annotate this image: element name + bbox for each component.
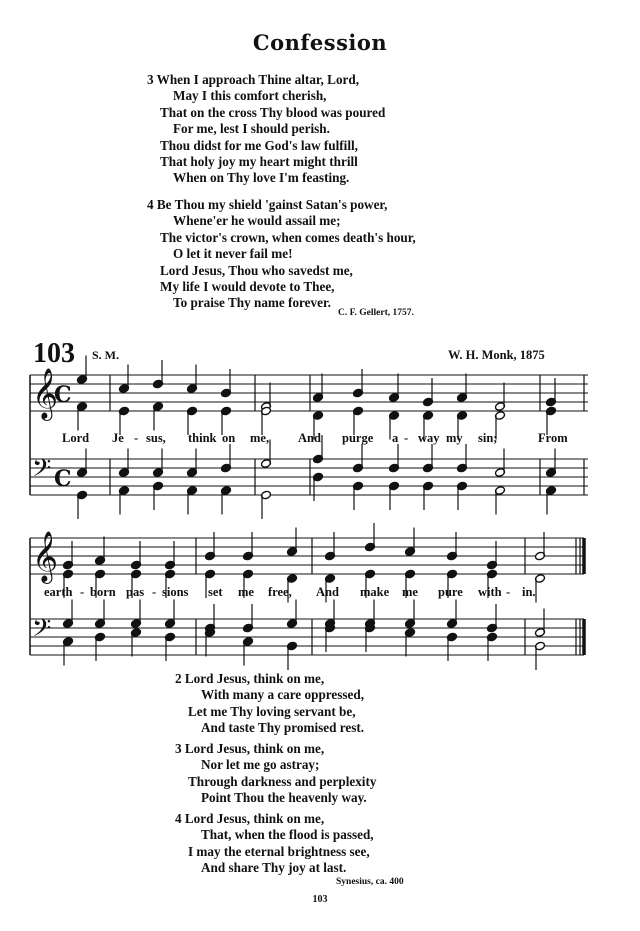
treble-clef: 𝄞 xyxy=(32,531,59,582)
meter: S. M. xyxy=(92,348,119,362)
time-signature: C xyxy=(54,466,72,492)
lyric-syllable: born xyxy=(90,585,116,599)
verse-line: And share Thy joy at last. xyxy=(201,860,347,876)
verse-line: Whene'er he would assail me; xyxy=(173,213,341,229)
treble-clef: 𝄞 xyxy=(32,368,59,419)
lyric-syllable: me xyxy=(238,585,254,599)
lyric-syllable: sin; xyxy=(478,431,498,445)
verse-line: Point Thou the heavenly way. xyxy=(201,790,367,806)
lyric-syllable: make xyxy=(360,585,390,599)
lyric-syllable: From xyxy=(538,431,568,445)
author-credit-bottom: Synesius, ca. 400 xyxy=(336,877,404,887)
lyric-syllable: - xyxy=(134,431,139,445)
verse-line: May I this comfort cherish, xyxy=(173,88,327,104)
lyric-syllable: pure xyxy=(438,585,463,599)
lyric-syllable: sions xyxy=(162,585,189,599)
verse-line: Let me Thy loving servant be, xyxy=(188,703,356,719)
verse-line: 3 Lord Jesus, think on me, xyxy=(175,741,325,756)
verse-line: O let it never fail me! xyxy=(173,246,293,262)
verse-line: Lord Jesus, Thou who savedst me, xyxy=(160,262,353,278)
author-credit: C. F. Gellert, 1757. xyxy=(338,308,414,318)
lyric-syllable: in. xyxy=(522,585,536,599)
page-title: Confession xyxy=(252,30,388,55)
lyric-syllable: on xyxy=(222,431,236,445)
verse-line: 4 Be Thou my shield 'gainst Satan's power, xyxy=(147,197,388,212)
lyric-syllable: way xyxy=(418,431,440,445)
clefs xyxy=(32,368,72,649)
lyric-syllable: me xyxy=(402,585,418,599)
lyric-syllable: a xyxy=(392,431,399,445)
lyric-syllable: pas xyxy=(126,585,145,599)
verse-line: Nor let me go astray; xyxy=(201,757,320,773)
verse-line: 2 Lord Jesus, think on me, xyxy=(175,671,325,686)
verse-line: When on Thy love I'm feasting. xyxy=(173,170,350,186)
lyric-syllable: - xyxy=(404,431,409,445)
verse-line: For me, lest I should perish. xyxy=(173,121,330,137)
time-signature: C xyxy=(54,382,72,408)
page-number: 103 xyxy=(312,894,328,905)
verse-line: That, when the flood is passed, xyxy=(201,827,374,843)
verse-line: That on the cross Thy blood was poured xyxy=(160,104,386,120)
lyric-syllable: sus, xyxy=(146,431,166,445)
bass-clef: 𝄢 xyxy=(32,454,52,489)
composer-credit: W. H. Monk, 1875 xyxy=(448,348,545,362)
verse-line: Through darkness and perplexity xyxy=(188,773,377,789)
lyric-syllable: me, xyxy=(250,431,270,445)
verse-line: 4 Lord Jesus, think on me, xyxy=(175,811,325,826)
lyric-syllable: my xyxy=(446,431,463,445)
lyric-syllable: - xyxy=(80,585,85,599)
lyric-syllable: free, xyxy=(268,585,292,599)
verse-line: I may the eternal brightness see, xyxy=(188,843,370,859)
lyric-syllable: And xyxy=(298,431,321,445)
lyric-syllable: think xyxy=(188,431,217,445)
lyric-syllable: Lord xyxy=(62,431,90,445)
lyric-syllable: Je xyxy=(112,431,124,445)
lyric-syllable: And xyxy=(316,585,339,599)
hymn-number: 103 xyxy=(33,338,75,369)
lyric-syllable: purge xyxy=(342,431,374,445)
lyric-syllable: - xyxy=(152,585,157,599)
verse-line: My life I would devote to Thee, xyxy=(160,279,335,294)
verse-line: Thou didst for me God's law fulfill, xyxy=(160,137,358,153)
bass-clef: 𝄢 xyxy=(32,614,52,649)
verse-line: That holy joy my heart might thrill xyxy=(160,154,358,169)
verse-line: And taste Thy promised rest. xyxy=(201,720,365,736)
verse-line: To praise Thy name forever. xyxy=(173,295,331,311)
lyric-syllable: set xyxy=(208,585,223,599)
verse-line: 3 When I approach Thine altar, Lord, xyxy=(147,72,360,87)
lyric-syllable: earth xyxy=(44,585,73,599)
verse-line: The victor's crown, when comes death's hour, xyxy=(160,229,416,245)
lyric-syllable: - xyxy=(506,585,511,599)
verse-line: With many a care oppressed, xyxy=(201,687,365,703)
lyric-syllable: with xyxy=(478,585,502,599)
